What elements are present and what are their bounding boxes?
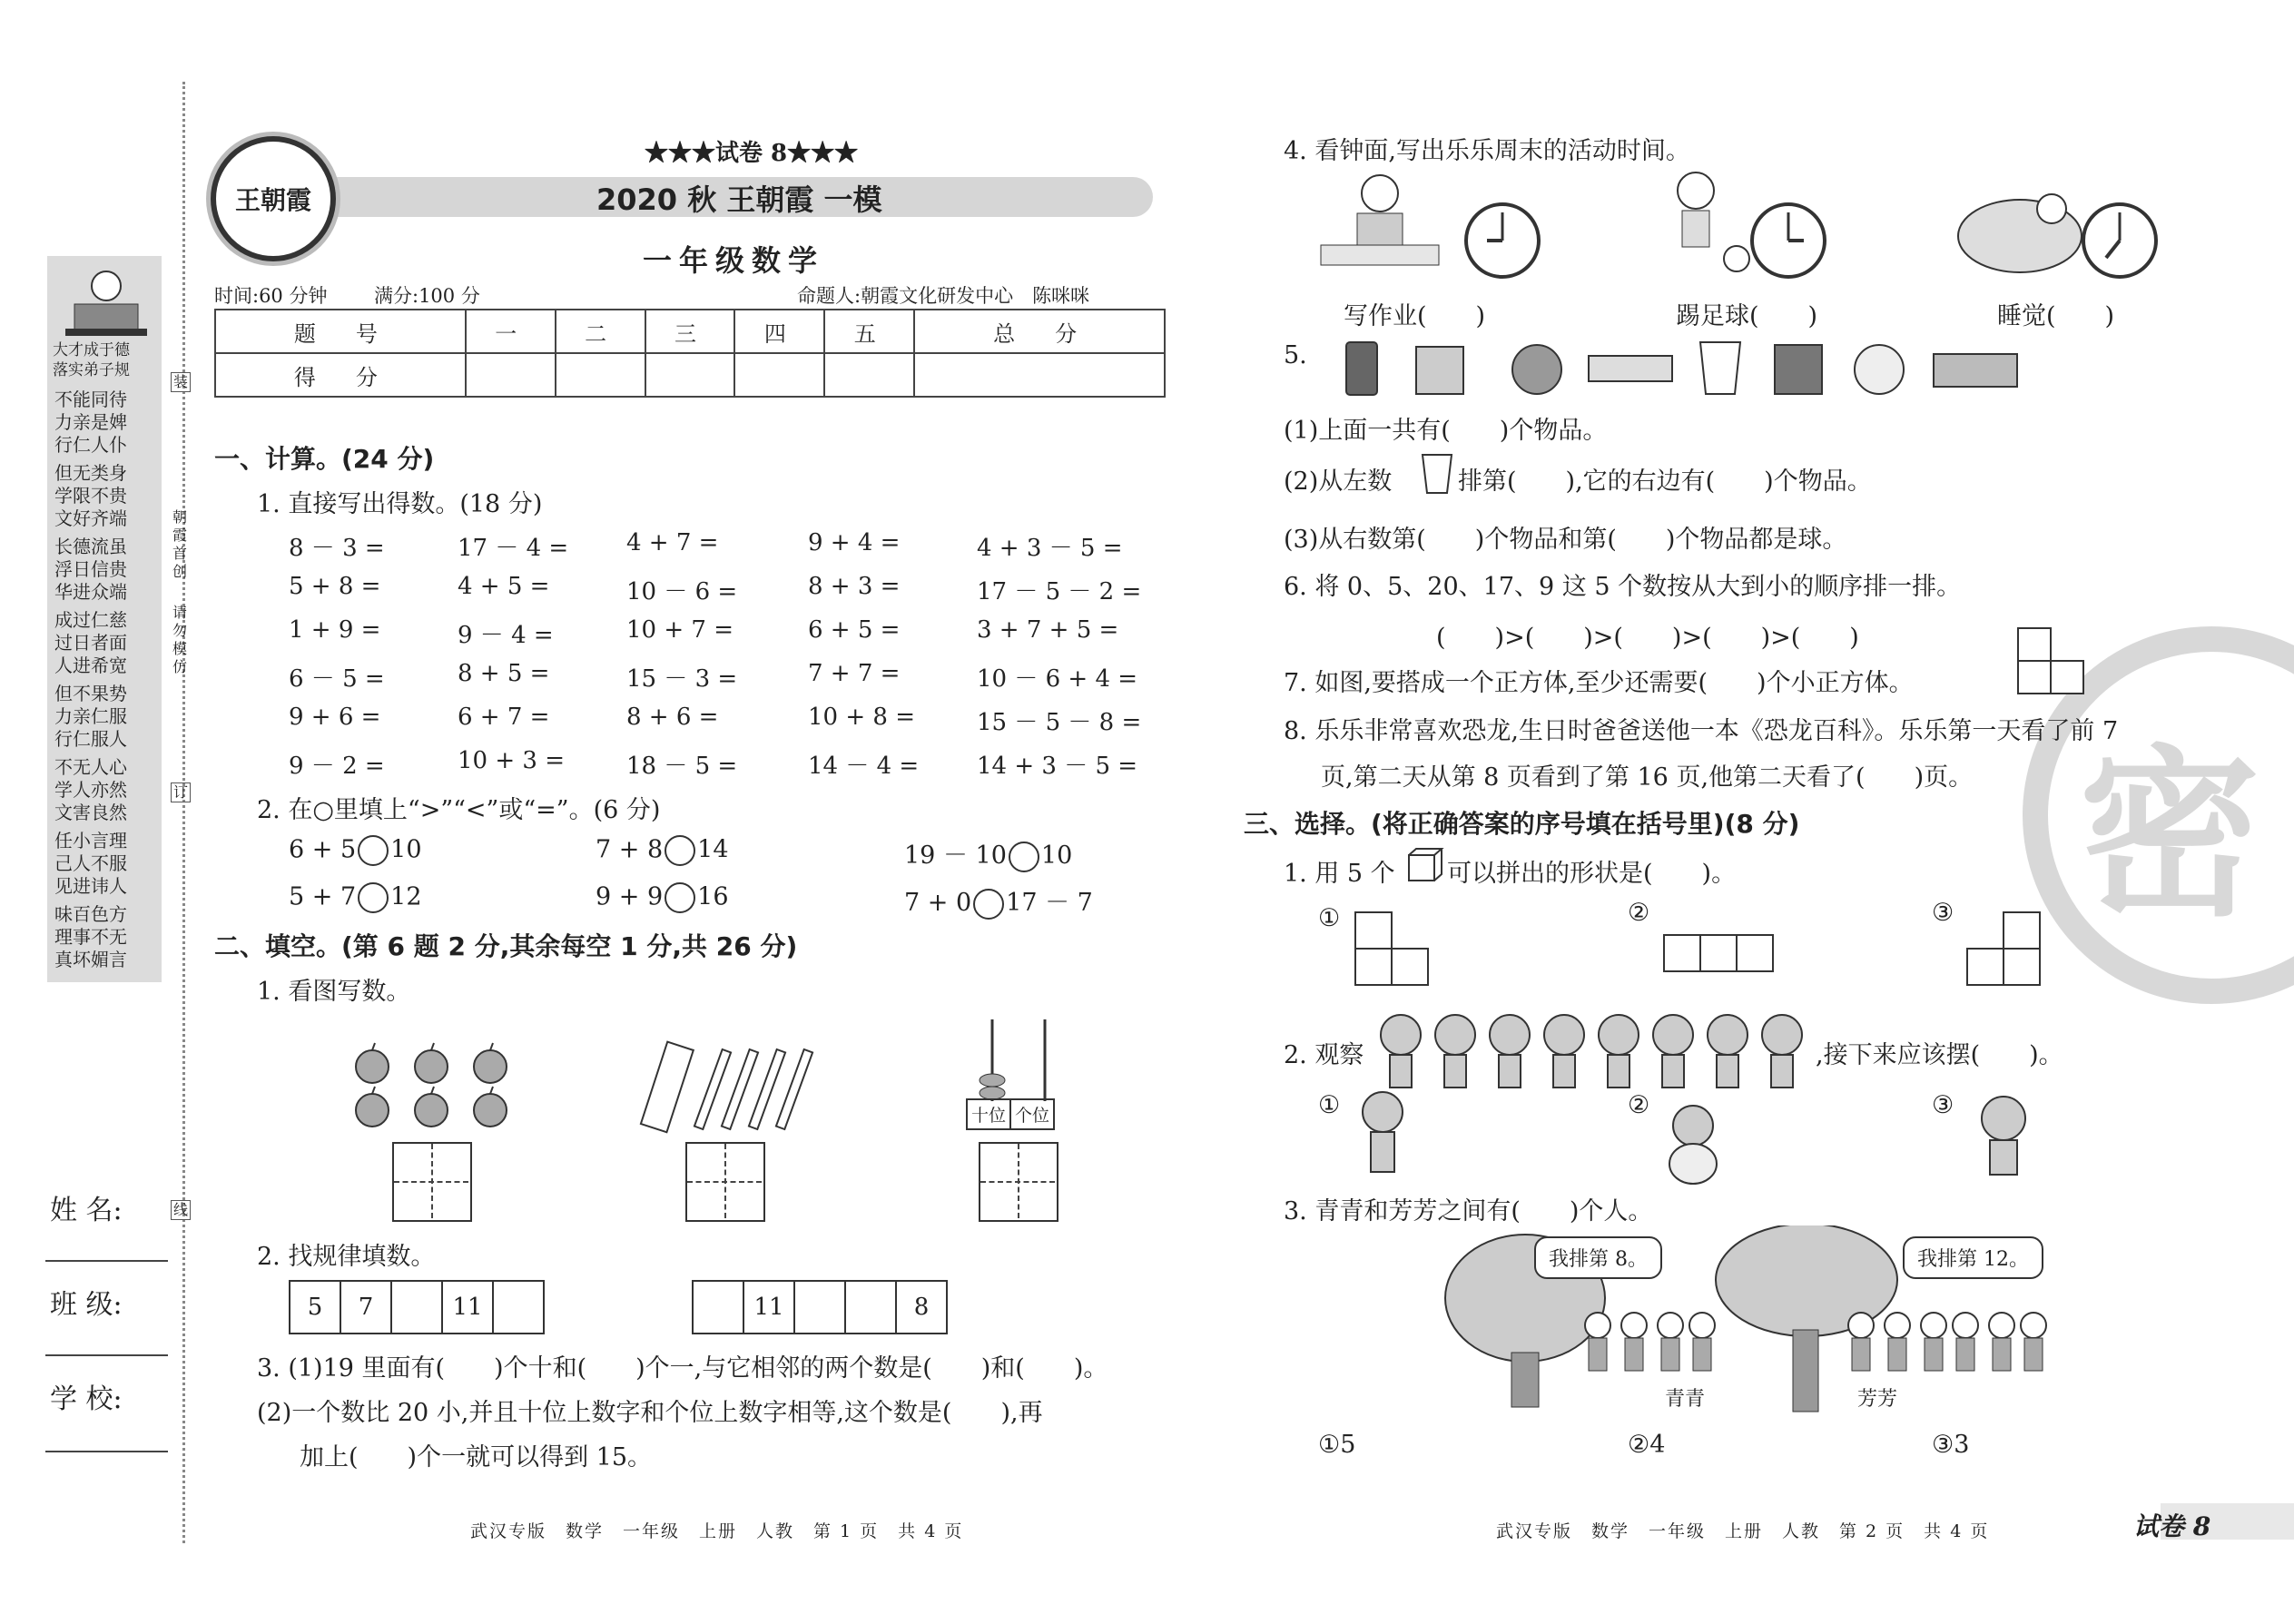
calc-row: 6 － 5 = 8 + 5 = 15 － 3 = 7 + 7 = 10 － 6 + 4 = — [289, 660, 1138, 693]
notice-zhuang: 装 — [171, 372, 191, 392]
brand-emblem: 王朝霞 — [211, 136, 336, 261]
seq-cell[interactable] — [391, 1281, 442, 1334]
seq-cell: 8 — [896, 1281, 947, 1334]
q5-2b: 排第( ),它的右边有( )个物品。 — [1458, 468, 1872, 496]
calc-row: 1 + 9 = 9 － 4 = 10 + 7 = 6 + 5 = 3 + 7 + 5 = — [289, 616, 1119, 649]
c3-option-3: ③3 — [1932, 1431, 1970, 1459]
soccer-label: 踢足球( ) — [1676, 302, 1818, 330]
score-cell[interactable] — [734, 353, 824, 397]
opt-mark: ① — [1318, 904, 1341, 932]
dinosaur-row — [1375, 999, 1811, 1098]
footer-right: 武汉专版 数学 一年级 上册 人教 第 2 页 共 4 页 — [1496, 1521, 1990, 1541]
speech-bubble-fangfang: 我排第 12。 — [1903, 1236, 2043, 1279]
exam-title: 2020 秋 王朝霞 一模 — [596, 182, 882, 217]
c1a: 1. 用 5 个 — [1284, 860, 1395, 888]
calc-row: 9 + 6 = 6 + 7 = 8 + 6 = 10 + 8 = 15 － 5 － 8 = — [289, 704, 1142, 736]
compare-item: 5 + 7 12 — [289, 882, 422, 913]
footer-left: 武汉专版 数学 一年级 上册 人教 第 1 页 共 4 页 — [470, 1521, 964, 1541]
compare-item: 6 + 5 10 — [289, 835, 422, 866]
opt-mark: ③ — [1932, 899, 1954, 927]
c3-option-1: ①5 — [1318, 1431, 1356, 1459]
seq-cell[interactable] — [493, 1281, 544, 1334]
q2-title: 2. 在○里填上“>”“<”或“=”。(6 分) — [257, 796, 661, 824]
q6-blanks: ( )>( )>( )>( )>( ) — [1436, 624, 1859, 652]
seq-cell[interactable] — [845, 1281, 896, 1334]
c3: 3. 青青和芳芳之间有( )个人。 — [1284, 1197, 1653, 1225]
q2-3c: 加上( )个一就可以得到 15。 — [300, 1443, 653, 1471]
motto-columns: 不能同待 力亲是婢 行仁人仆 但无类身 学限不贵 文好齐端 长德流虽 浮日信贵 华进众端 成过仁慈 过日者面 人进希宽 但不果势 力亲仁服 行仁服人 不无人心 学人亦然 文害良然 任小言理 己人不服 见进讳人 味百色方 理事不无 真坏媚言 — [54, 389, 127, 970]
score-info: 满分:100 分 — [374, 285, 480, 307]
section1-title: 一、计算。(24 分) — [214, 444, 435, 474]
compare-circle[interactable] — [665, 835, 695, 866]
shape-option-3 — [1963, 903, 2063, 994]
name-fangfang: 芳芳 — [1857, 1388, 1898, 1411]
q5-title: 5. — [1284, 341, 1307, 369]
score-table — [214, 309, 1166, 398]
notice-vertical-2: 请勿模仿 — [172, 604, 187, 675]
compare-circle[interactable] — [358, 835, 389, 866]
score-cell[interactable] — [645, 353, 735, 397]
homework-label: 写作业( ) — [1344, 302, 1486, 330]
calc-row: 9 － 2 = 10 + 3 = 18 － 5 = 14 － 4 = 14 + 3 － 5 = — [289, 747, 1138, 780]
q2-3b: (2)一个数比 20 小,并且十位上数字和个位上数字相等,这个数是( ),再 — [257, 1399, 1043, 1427]
binding-line — [182, 82, 185, 1543]
sleeping-illustration — [1952, 182, 2097, 281]
clock-icon — [2079, 200, 2161, 281]
homework-illustration — [1316, 168, 1443, 272]
clock-icon — [1748, 200, 1829, 281]
paper-number: ★★★试卷 8★★★ — [645, 140, 859, 167]
name-label: 姓 名: — [50, 1195, 123, 1226]
dino-option-2 — [1661, 1098, 1725, 1189]
dino-option-3 — [1963, 1089, 2044, 1180]
table-header: 五 — [824, 310, 914, 353]
sequence-1 — [289, 1280, 545, 1334]
compare-item: 7 + 8 14 — [596, 835, 729, 866]
school-field[interactable] — [45, 1451, 168, 1452]
section3-title: 三、选择。(将正确答案的序号填在括号里)(8 分) — [1244, 809, 1800, 839]
table-header: 一 — [466, 310, 556, 353]
name-field[interactable] — [45, 1260, 168, 1262]
compare-item: 9 + 9 16 — [596, 882, 729, 913]
table-header: 二 — [556, 310, 645, 353]
seq-cell[interactable] — [693, 1281, 743, 1334]
answer-box[interactable] — [392, 1142, 472, 1222]
motto-title: 大才成于德 落实弟子规 — [53, 341, 130, 379]
subject-title: 一年级数学 — [643, 243, 825, 278]
score-cell[interactable] — [914, 353, 1165, 397]
speech-bubble-qingqing: 我排第 8。 — [1534, 1236, 1662, 1279]
class-label: 班 级: — [50, 1289, 123, 1321]
soccer-boy-illustration — [1650, 168, 1750, 277]
opt-mark: ③ — [1932, 1091, 1954, 1119]
compare-circle[interactable] — [665, 882, 695, 913]
seq-cell: 11 — [442, 1281, 493, 1334]
notice-xian: 线 — [171, 1200, 191, 1220]
sleep-label: 睡觉( ) — [1997, 302, 2115, 330]
score-cell[interactable] — [824, 353, 914, 397]
score-cell[interactable] — [556, 353, 645, 397]
notice-vertical-1: 朝霞首创 — [172, 508, 187, 580]
cube-stack — [2013, 625, 2095, 699]
notice-ding: 订 — [171, 782, 191, 802]
q8a: 8. 乐乐非常喜欢恐龙,生日时爸爸送他一本《恐龙百科》。乐乐第一天看了前 7 — [1284, 717, 2119, 745]
seq-cell[interactable] — [794, 1281, 845, 1334]
compare-circle[interactable] — [358, 882, 389, 913]
sequence-2 — [692, 1280, 948, 1334]
table-header: 总 分 — [914, 310, 1165, 353]
q4-title: 4. 看钟面,写出乐乐周末的活动时间。 — [1284, 137, 1690, 165]
opt-mark: ② — [1628, 899, 1650, 927]
score-cell[interactable] — [466, 353, 556, 397]
dino-option-1 — [1351, 1085, 1414, 1180]
shape-option-2 — [1659, 917, 1787, 980]
q7: 7. 如图,要搭成一个正方体,至少还需要( )个小正方体。 — [1284, 669, 1914, 697]
name-qingqing: 青青 — [1665, 1388, 1706, 1411]
q2-2-title: 2. 找规律填数。 — [257, 1243, 436, 1271]
table-header: 四 — [734, 310, 824, 353]
calc-row: 8 － 3 = 17 － 4 = 4 + 7 = 9 + 4 = 4 + 3 － 5 = — [289, 529, 1123, 562]
q8b: 页,第二天从第 8 页看到了第 16 页,他第二天看了( )页。 — [1321, 763, 1974, 792]
c2a: 2. 观察 — [1284, 1041, 1364, 1069]
author-info: 命题人:朝霞文化研发中心 陈咪咪 — [797, 285, 1090, 307]
seq-cell: 5 — [290, 1281, 340, 1334]
compare-item: 19 － 10 10 — [904, 835, 1072, 872]
calc-row: 5 + 8 = 4 + 5 = 10 － 6 = 8 + 3 = 17 － 5 － 2 = — [289, 573, 1142, 605]
q5-2a: (2)从左数 — [1284, 468, 1393, 496]
sticks-illustration — [635, 1039, 817, 1139]
q5-3: (3)从右数第( )个物品和第( )个物品都是球。 — [1284, 526, 1847, 554]
cup-icon — [1419, 451, 1455, 497]
scholar-illustration — [56, 263, 156, 345]
answer-box[interactable] — [979, 1142, 1058, 1222]
seq-cell: 7 — [340, 1281, 391, 1334]
q5-1: (1)上面一共有( )个物品。 — [1284, 417, 1608, 445]
opt-mark: ① — [1318, 1091, 1341, 1119]
opt-mark: ② — [1628, 1091, 1650, 1119]
apples-illustration — [350, 1039, 522, 1130]
small-cube-icon — [1405, 846, 1445, 886]
c1b: 可以拼出的形状是( )。 — [1447, 860, 1737, 888]
answer-box[interactable] — [685, 1142, 765, 1222]
table-header: 三 — [645, 310, 735, 353]
compare-item: 7 + 0 17 － 7 — [904, 882, 1093, 920]
c2b: ,接下来应该摆( )。 — [1816, 1041, 2063, 1069]
compare-circle[interactable] — [973, 889, 1004, 920]
compare-circle[interactable] — [1009, 842, 1039, 872]
q6: 6. 将 0、5、20、17、9 这 5 个数按从大到小的顺序排一排。 — [1284, 573, 1962, 601]
time-info: 时间:60 分钟 — [214, 285, 328, 307]
q2-1-title: 1. 看图写数。 — [257, 978, 411, 1006]
q2-3a: 3. (1)19 里面有( )个十和( )个一,与它相邻的两个数是( )和( )。 — [257, 1354, 1108, 1383]
score-row-label: 得 分 — [215, 353, 466, 397]
table-header: 题 号 — [215, 310, 466, 353]
section2-title: 二、填空。(第 6 题 2 分,其余每空 1 分,共 26 分) — [214, 931, 798, 961]
school-label: 学 校: — [50, 1383, 123, 1415]
objects-row — [1339, 338, 2029, 401]
c3-option-2: ②4 — [1628, 1431, 1666, 1459]
class-field[interactable] — [45, 1354, 168, 1356]
seq-cell: 11 — [743, 1281, 794, 1334]
paper-tag: 试卷 8 — [2133, 1511, 2211, 1541]
abacus-labels: 十位 个位 — [966, 1098, 1055, 1130]
q1-title: 1. 直接写出得数。(18 分) — [257, 490, 543, 518]
seal-char: 密 — [2079, 730, 2261, 941]
clock-icon — [1462, 200, 1543, 281]
shape-option-1 — [1351, 903, 1460, 994]
